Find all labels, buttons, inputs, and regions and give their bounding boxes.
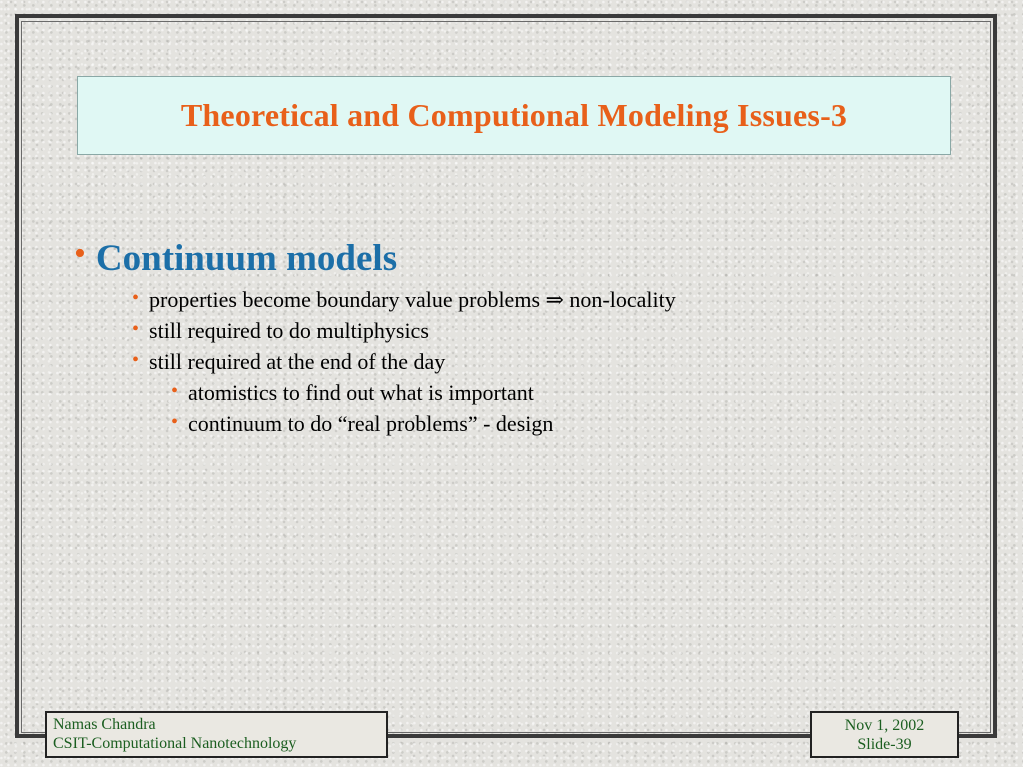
bullet-level2-item: [132, 349, 445, 375]
footer-course: CSIT-Computational Nanotechnology: [53, 735, 297, 752]
bullet-level1-text: Continuum models: [95, 238, 398, 279]
bullet-level2-item: [132, 287, 676, 313]
bullet-dot-icon: •: [74, 235, 86, 272]
slide-title: Theoretical and Computional Modeling Issues-3: [180, 97, 848, 133]
footer-date: Nov 1, 2002: [844, 717, 925, 734]
bullet-level2-text: still required at the end of the day: [149, 349, 446, 374]
bullet-level1: [74, 237, 397, 280]
bullet-level2-text: still required to do multiphysics: [149, 318, 429, 343]
bullet-level3-text: continuum to do “real problems” - design: [188, 411, 554, 436]
bullet-level2-item: [132, 318, 429, 344]
bullet-dot-icon: •: [132, 349, 140, 371]
bullet-level2-text: properties become boundary value problems ⇒ non-locality: [149, 287, 676, 312]
footer-author: Namas Chandra: [53, 716, 156, 733]
footer-date-box: [810, 711, 959, 758]
bullet-dot-icon: •: [132, 287, 140, 309]
bullet-level3-text: atomistics to find out what is important: [188, 380, 534, 405]
bullet-level3-item: [171, 380, 534, 406]
footer-author-box: [45, 711, 388, 758]
footer-slide-number: Slide-39: [857, 736, 912, 753]
bullet-dot-icon: •: [132, 318, 140, 340]
bullet-dot-icon: •: [171, 411, 179, 433]
bullet-dot-icon: •: [171, 380, 179, 402]
bullet-level3-item: [171, 411, 553, 437]
